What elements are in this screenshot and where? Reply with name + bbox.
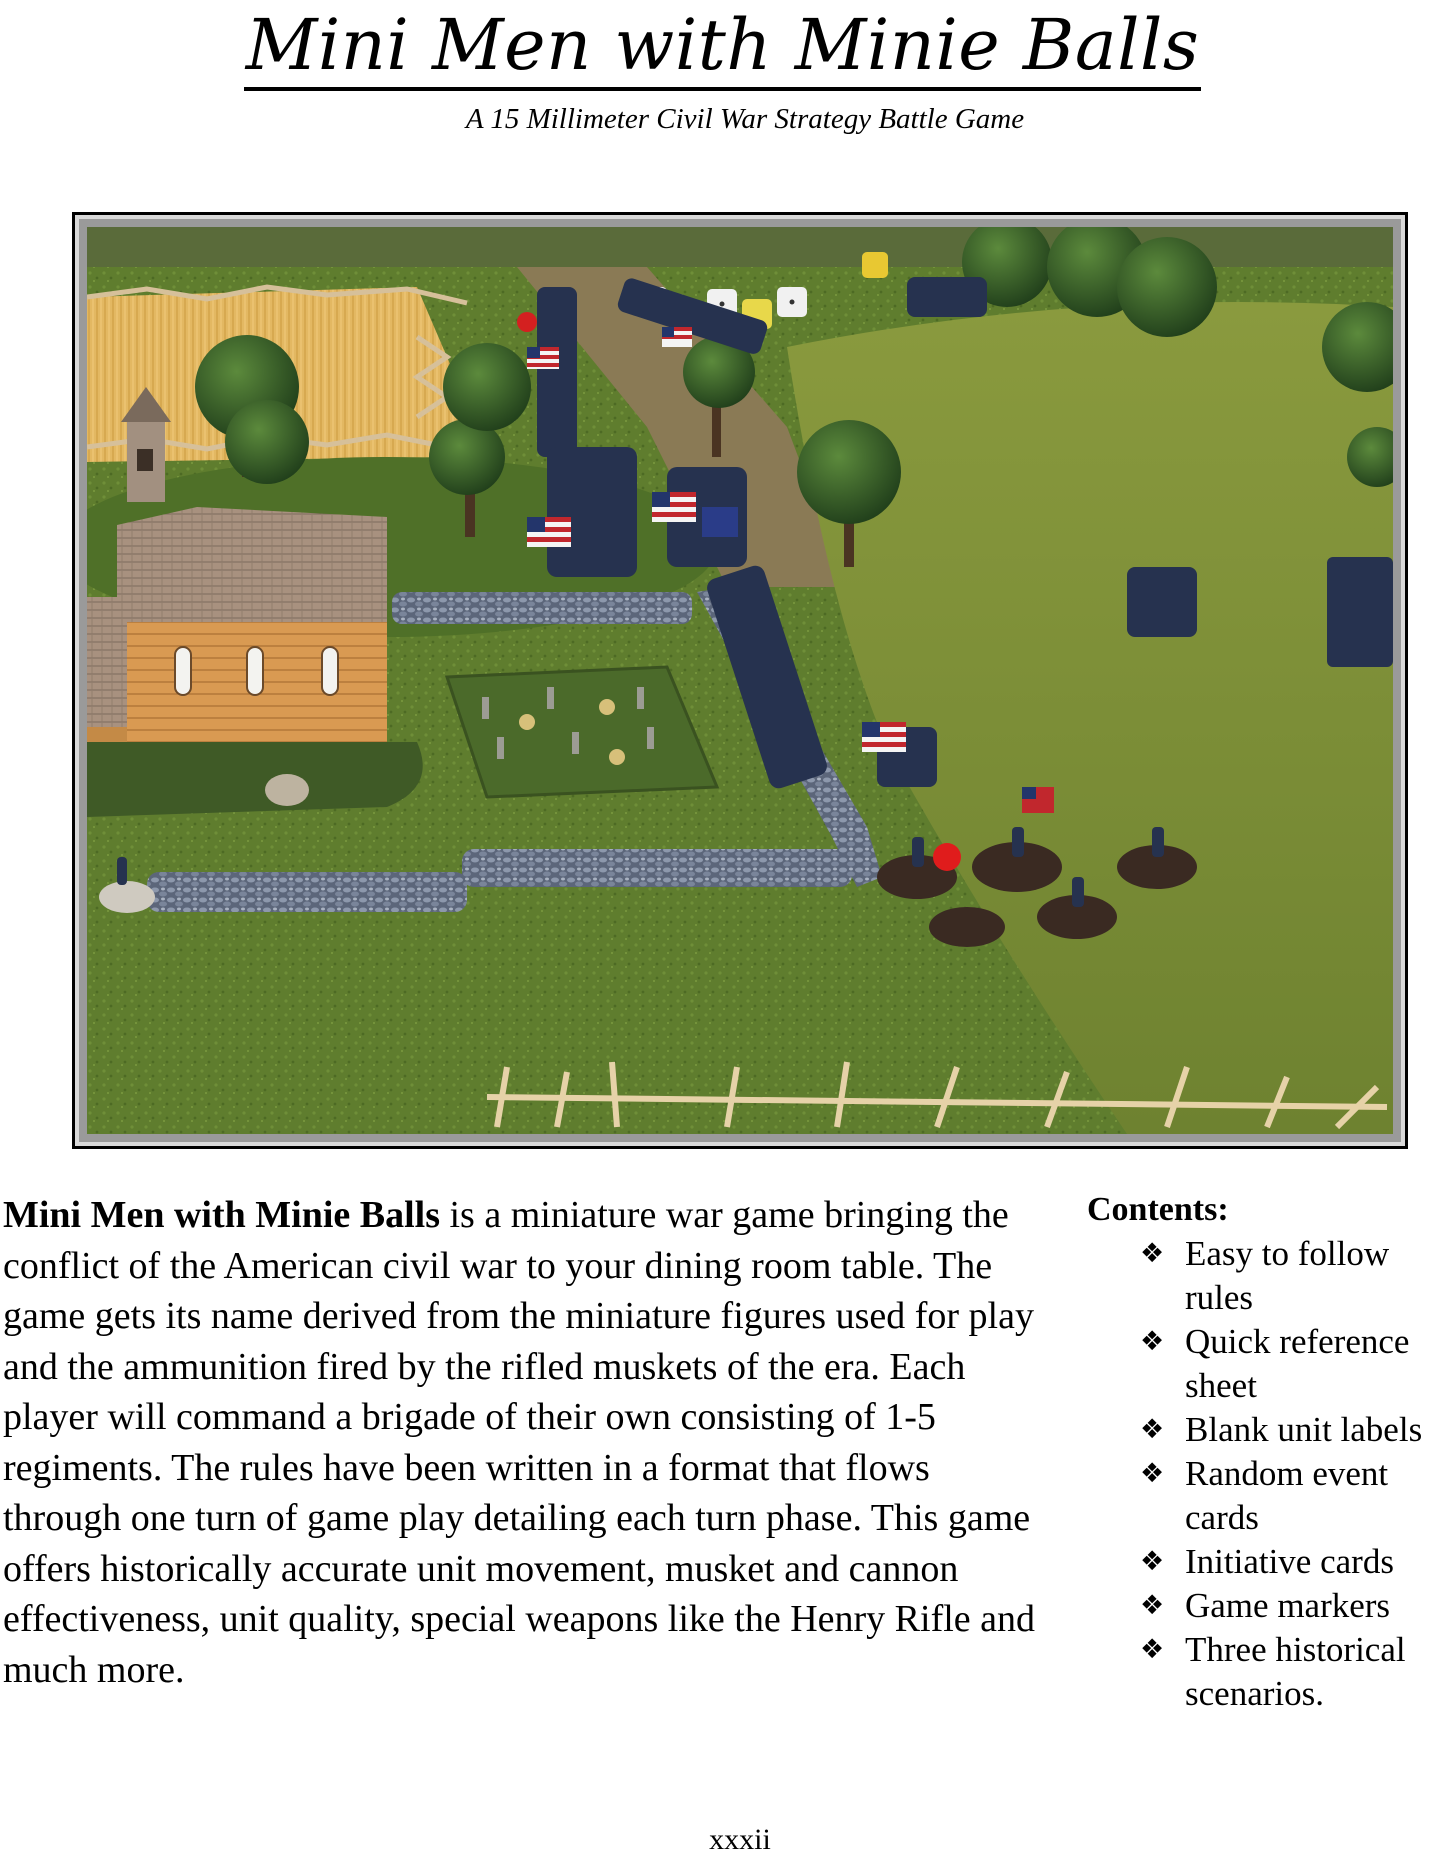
contents-item (1087, 1584, 1445, 1628)
game-name-bold: Mini Men with Minie Balls (3, 1194, 440, 1236)
diamond-bullet-icon: ❖ (1140, 1326, 1165, 1357)
contents-item-label: Random event cards (1185, 1454, 1389, 1537)
contents-item-label: Game markers (1185, 1586, 1391, 1625)
contents-item (1087, 1628, 1445, 1716)
contents-item-label: Initiative cards (1185, 1542, 1394, 1581)
diamond-bullet-icon: ❖ (1140, 1414, 1165, 1445)
diamond-bullet-icon: ❖ (1140, 1238, 1165, 1269)
battle-miniatures-photo (87, 227, 1393, 1134)
contents-item-label: Blank unit labels (1185, 1410, 1423, 1449)
page-title (0, 0, 1445, 90)
diamond-bullet-icon: ❖ (1140, 1634, 1165, 1665)
diamond-bullet-icon: ❖ (1140, 1546, 1165, 1577)
photo-frame (72, 212, 1408, 1149)
game-description (3, 1190, 1043, 1695)
contents-item-label: Three historical scenarios. (1185, 1630, 1406, 1713)
contents-item (1087, 1540, 1445, 1584)
game-description-text: is a miniature war game bringing the conflict of the American civil war to your dining room table. The game gets its name derived from the miniature figures used for play and the ammunition fired by the rifled muskets of the era. Each player will command a brigade of their own consisting of 1-5 regiments. The rules have been written in a format that flows through one turn of game play detailing each turn phase. This game offers historically accurate unit movement, musket and cannon effectiveness, unit quality, special weapons like the Henry Rifle and much more. (3, 1194, 1036, 1691)
page-title-text: Mini Men with Minie Balls (244, 4, 1202, 91)
photo-mat (75, 215, 1405, 1146)
page-number: xxxii (709, 1823, 771, 1856)
page-subtitle: A 15 Millimeter Civil War Strategy Battle Game (465, 103, 1025, 135)
diamond-bullet-icon: ❖ (1140, 1590, 1165, 1621)
contents-list (1087, 1232, 1445, 1716)
contents-item (1087, 1320, 1445, 1408)
contents-item (1087, 1452, 1445, 1540)
diamond-bullet-icon: ❖ (1140, 1458, 1165, 1489)
contents-item (1087, 1408, 1445, 1452)
contents-heading: Contents: (1087, 1191, 1229, 1228)
contents-box (1087, 1188, 1445, 1716)
contents-item-label: Easy to follow rules (1185, 1234, 1390, 1317)
contents-item (1087, 1232, 1445, 1320)
contents-item-label: Quick reference sheet (1185, 1322, 1410, 1405)
